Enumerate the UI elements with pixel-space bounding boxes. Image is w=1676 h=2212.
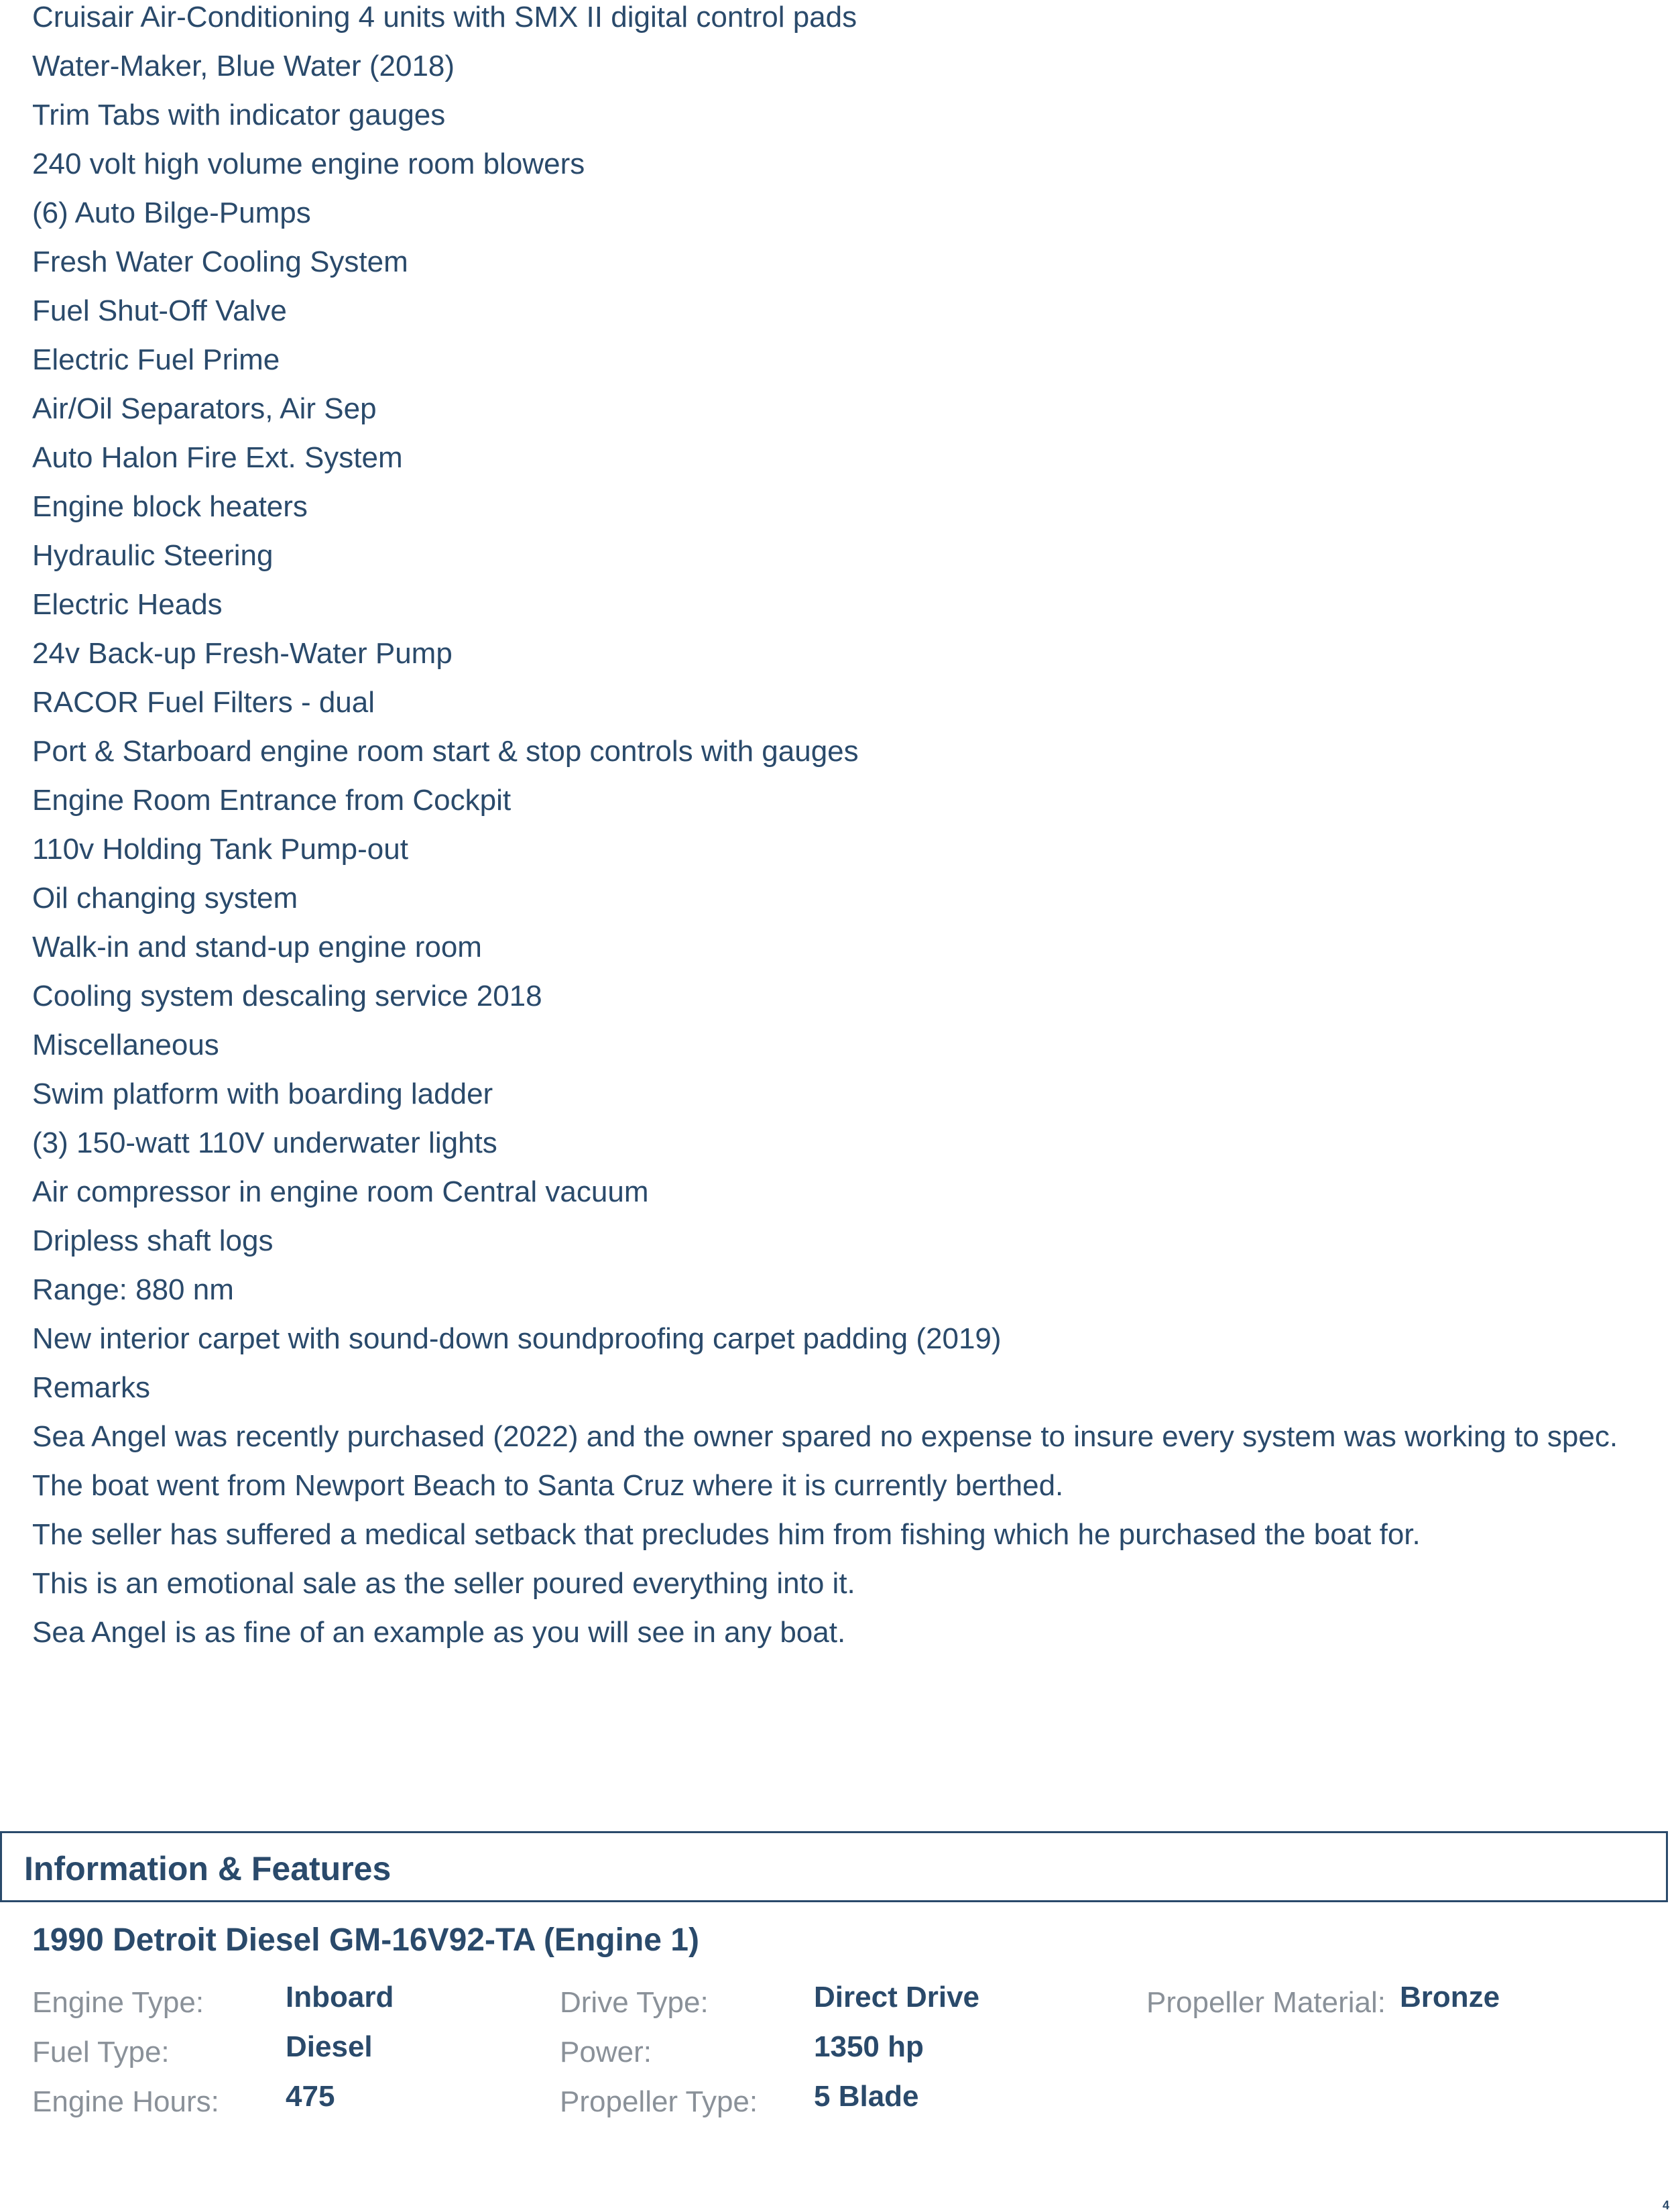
propeller-material-value: Bronze: [1400, 1981, 1500, 2014]
fuel-type-value: Diesel: [286, 2030, 373, 2063]
list-item: Fuel Shut-Off Valve: [32, 294, 287, 327]
list-item: Range: 880 nm: [32, 1273, 234, 1306]
list-item: Fresh Water Cooling System: [32, 245, 408, 278]
list-item: 110v Holding Tank Pump-out: [32, 833, 408, 866]
list-item: Dripless shaft logs: [32, 1224, 274, 1257]
propeller-material-label: Propeller Material:: [1146, 1986, 1386, 2019]
list-item: Electric Fuel Prime: [32, 343, 280, 376]
list-item: Water-Maker, Blue Water (2018): [32, 50, 455, 82]
propeller-type-label: Propeller Type:: [560, 2085, 758, 2118]
list-item: RACOR Fuel Filters - dual: [32, 686, 375, 719]
list-item: New interior carpet with sound-down soundproofing carpet padding (2019): [32, 1322, 1002, 1355]
list-item: Miscellaneous: [32, 1029, 219, 1061]
fuel-type-label: Fuel Type:: [32, 2036, 170, 2069]
power-value: 1350 hp: [814, 2030, 924, 2063]
list-item: (3) 150-watt 110V underwater lights: [32, 1126, 497, 1159]
engine-type-label: Engine Type:: [32, 1986, 204, 2019]
engine-hours-label: Engine Hours:: [32, 2085, 219, 2118]
engine-title: 1990 Detroit Diesel GM-16V92-TA (Engine 1): [32, 1922, 699, 1958]
list-item: Auto Halon Fire Ext. System: [32, 441, 403, 474]
list-item: Remarks: [32, 1371, 151, 1404]
remark-item: The boat went from Newport Beach to Santa Cruz where it is currently berthed.: [32, 1469, 1064, 1502]
list-item: Engine Room Entrance from Cockpit: [32, 784, 512, 817]
remark-item: Sea Angel is as fine of an example as you will see in any boat.: [32, 1616, 846, 1649]
list-item: 24v Back-up Fresh-Water Pump: [32, 637, 453, 670]
list-item: Air compressor in engine room Central vacuum: [32, 1175, 649, 1208]
list-item: Air/Oil Separators, Air Sep: [32, 392, 377, 425]
section-title: Information & Features: [24, 1850, 392, 1887]
engine-hours-value: 475: [286, 2080, 335, 2113]
list-item: Walk-in and stand-up engine room: [32, 931, 482, 964]
list-item: Swim platform with boarding ladder: [32, 1078, 493, 1110]
remark-item: This is an emotional sale as the seller poured everything into it.: [32, 1567, 855, 1600]
list-item: Cruisair Air-Conditioning 4 units with SMX II digital control pads: [32, 1, 857, 34]
power-label: Power:: [560, 2036, 652, 2069]
page-number: 4: [1662, 2199, 1669, 2212]
drive-type-value: Direct Drive: [814, 1981, 980, 2014]
drive-type-label: Drive Type:: [560, 1986, 709, 2019]
list-item: Cooling system descaling service 2018: [32, 980, 542, 1012]
features-list: [32, 0, 1628, 1664]
propeller-type-value: 5 Blade: [814, 2080, 919, 2113]
list-item: (6) Auto Bilge-Pumps: [32, 196, 311, 229]
remark-item: Sea Angel was recently purchased (2022) and the owner spared no expense to insure every system was working to spec.: [32, 1420, 1618, 1453]
list-item: Hydraulic Steering: [32, 539, 274, 572]
list-item: Port & Starboard engine room start & stop controls with gauges: [32, 735, 859, 768]
list-item: Trim Tabs with indicator gauges: [32, 99, 446, 131]
remark-item: The seller has suffered a medical setback that precludes him from fishing which he purchased the boat for.: [32, 1518, 1421, 1551]
section-header: [0, 1831, 1668, 1902]
engine-type-value: Inboard: [286, 1981, 394, 2014]
list-item: Electric Heads: [32, 588, 223, 621]
list-item: Oil changing system: [32, 882, 298, 915]
list-item: 240 volt high volume engine room blowers: [32, 148, 585, 180]
list-item: Engine block heaters: [32, 490, 308, 523]
